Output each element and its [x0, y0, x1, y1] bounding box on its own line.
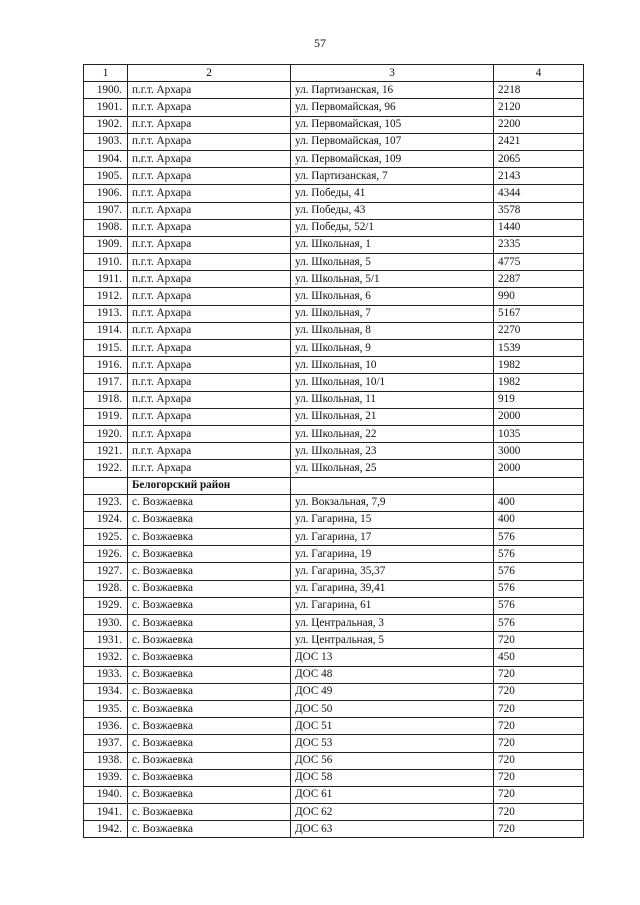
place-cell: с. Возжаевка — [128, 666, 291, 683]
address-cell: ул. Школьная, 10 — [291, 357, 494, 374]
value-cell: 720 — [494, 666, 584, 683]
row-number-cell: 1915. — [84, 340, 128, 357]
row-number-cell: 1908. — [84, 219, 128, 236]
table-row — [84, 374, 584, 391]
row-number-cell: 1941. — [84, 804, 128, 821]
column-header-number: 1 — [84, 65, 128, 82]
place-cell: п.г.т. Архара — [128, 99, 291, 116]
place-cell: п.г.т. Архара — [128, 168, 291, 185]
place-cell: п.г.т. Архара — [128, 443, 291, 460]
place-cell: п.г.т. Архара — [128, 322, 291, 339]
row-number-cell: 1928. — [84, 580, 128, 597]
table-row — [84, 185, 584, 202]
table-row — [84, 271, 584, 288]
table-row — [84, 752, 584, 769]
place-cell: с. Возжаевка — [128, 632, 291, 649]
address-cell: ул. Школьная, 25 — [291, 460, 494, 477]
row-number-cell: 1903. — [84, 133, 128, 150]
value-cell: 2143 — [494, 168, 584, 185]
value-cell — [494, 477, 584, 494]
table-row — [84, 82, 584, 99]
section-row — [84, 477, 584, 494]
table-row — [84, 821, 584, 838]
address-cell: ул. Школьная, 5/1 — [291, 271, 494, 288]
address-cell: ул. Школьная, 9 — [291, 340, 494, 357]
value-cell: 720 — [494, 752, 584, 769]
address-cell: ул. Школьная, 8 — [291, 322, 494, 339]
table-row — [84, 305, 584, 322]
row-number-cell: 1914. — [84, 322, 128, 339]
row-number-cell: 1933. — [84, 666, 128, 683]
value-cell: 720 — [494, 632, 584, 649]
value-cell: 2065 — [494, 150, 584, 167]
address-cell: ул. Партизанская, 7 — [291, 168, 494, 185]
table-row — [84, 391, 584, 408]
place-cell: с. Возжаевка — [128, 752, 291, 769]
place-cell: с. Возжаевка — [128, 580, 291, 597]
table-row — [84, 632, 584, 649]
place-cell: п.г.т. Архара — [128, 374, 291, 391]
place-cell: п.г.т. Архара — [128, 288, 291, 305]
address-cell: ул. Вокзальная, 7,9 — [291, 494, 494, 511]
row-number-cell: 1907. — [84, 202, 128, 219]
table-row — [84, 718, 584, 735]
table-row — [84, 804, 584, 821]
value-cell: 2270 — [494, 322, 584, 339]
row-number-cell: 1912. — [84, 288, 128, 305]
address-cell: ул. Первомайская, 109 — [291, 150, 494, 167]
value-cell: 2200 — [494, 116, 584, 133]
table-row — [84, 408, 584, 425]
address-cell: ДОС 13 — [291, 649, 494, 666]
row-number-cell: 1931. — [84, 632, 128, 649]
row-number-cell: 1936. — [84, 718, 128, 735]
place-cell: с. Возжаевка — [128, 804, 291, 821]
address-cell — [291, 477, 494, 494]
table-row — [84, 597, 584, 614]
address-cell: ул. Гагарина, 15 — [291, 511, 494, 528]
address-cell: ДОС 63 — [291, 821, 494, 838]
table-row — [84, 494, 584, 511]
value-cell: 720 — [494, 821, 584, 838]
place-cell: с. Возжаевка — [128, 597, 291, 614]
address-cell: ул. Школьная, 1 — [291, 236, 494, 253]
address-cell: ул. Первомайская, 105 — [291, 116, 494, 133]
row-number-cell: 1924. — [84, 511, 128, 528]
table-row — [84, 357, 584, 374]
table-row — [84, 168, 584, 185]
value-cell: 720 — [494, 683, 584, 700]
table-header — [84, 65, 584, 82]
place-cell: с. Возжаевка — [128, 615, 291, 632]
address-cell: ул. Школьная, 21 — [291, 408, 494, 425]
table-row — [84, 425, 584, 442]
address-cell: ул. Гагарина, 61 — [291, 597, 494, 614]
table-row — [84, 666, 584, 683]
address-cell: ДОС 62 — [291, 804, 494, 821]
table-row — [84, 150, 584, 167]
place-cell: п.г.т. Архара — [128, 357, 291, 374]
address-cell: ул. Гагарина, 19 — [291, 546, 494, 563]
row-number-cell: 1921. — [84, 443, 128, 460]
table-row — [84, 254, 584, 271]
row-number-cell: 1919. — [84, 408, 128, 425]
table-row — [84, 786, 584, 803]
address-cell: ДОС 61 — [291, 786, 494, 803]
table-row — [84, 322, 584, 339]
place-cell: п.г.т. Архара — [128, 202, 291, 219]
value-cell: 576 — [494, 546, 584, 563]
place-cell: с. Возжаевка — [128, 563, 291, 580]
place-cell: п.г.т. Архара — [128, 425, 291, 442]
row-number-cell: 1901. — [84, 99, 128, 116]
table-row — [84, 219, 584, 236]
value-cell: 2287 — [494, 271, 584, 288]
address-cell: ДОС 50 — [291, 700, 494, 717]
address-cell: ДОС 51 — [291, 718, 494, 735]
address-cell: ул. Победы, 52/1 — [291, 219, 494, 236]
place-cell: с. Возжаевка — [128, 786, 291, 803]
place-cell: с. Возжаевка — [128, 546, 291, 563]
row-number-cell: 1909. — [84, 236, 128, 253]
place-cell: с. Возжаевка — [128, 821, 291, 838]
address-cell: ДОС 58 — [291, 769, 494, 786]
address-cell: ул. Школьная, 5 — [291, 254, 494, 271]
value-cell: 400 — [494, 494, 584, 511]
place-cell: п.г.т. Архара — [128, 391, 291, 408]
row-number-cell: 1906. — [84, 185, 128, 202]
place-cell: с. Возжаевка — [128, 683, 291, 700]
value-cell: 3000 — [494, 443, 584, 460]
value-cell: 2120 — [494, 99, 584, 116]
address-cell: ул. Гагарина, 17 — [291, 529, 494, 546]
row-number-cell: 1934. — [84, 683, 128, 700]
address-cell: ул. Школьная, 7 — [291, 305, 494, 322]
address-cell: ул. Гагарина, 35,37 — [291, 563, 494, 580]
table-row — [84, 236, 584, 253]
address-cell: ул. Школьная, 22 — [291, 425, 494, 442]
address-cell: ул. Школьная, 6 — [291, 288, 494, 305]
value-cell: 1982 — [494, 374, 584, 391]
address-cell: ДОС 48 — [291, 666, 494, 683]
row-number-cell: 1926. — [84, 546, 128, 563]
row-number-cell: 1930. — [84, 615, 128, 632]
row-number-cell: 1925. — [84, 529, 128, 546]
address-cell: ул. Школьная, 11 — [291, 391, 494, 408]
place-cell: с. Возжаевка — [128, 511, 291, 528]
row-number-cell: 1922. — [84, 460, 128, 477]
address-cell: ул. Школьная, 23 — [291, 443, 494, 460]
value-cell: 2335 — [494, 236, 584, 253]
place-cell: п.г.т. Архара — [128, 340, 291, 357]
table-body — [84, 82, 584, 838]
address-cell: ул. Победы, 41 — [291, 185, 494, 202]
table-row — [84, 202, 584, 219]
header-row — [84, 65, 584, 82]
place-cell: с. Возжаевка — [128, 700, 291, 717]
row-number-cell: 1937. — [84, 735, 128, 752]
registry-table — [83, 64, 584, 838]
address-cell: ул. Центральная, 3 — [291, 615, 494, 632]
value-cell: 919 — [494, 391, 584, 408]
address-cell: ДОС 49 — [291, 683, 494, 700]
row-number-cell: 1902. — [84, 116, 128, 133]
place-cell: с. Возжаевка — [128, 735, 291, 752]
value-cell: 1539 — [494, 340, 584, 357]
value-cell: 1440 — [494, 219, 584, 236]
place-cell: п.г.т. Архара — [128, 254, 291, 271]
place-cell: п.г.т. Архара — [128, 271, 291, 288]
row-number-cell: 1932. — [84, 649, 128, 666]
value-cell: 2218 — [494, 82, 584, 99]
value-cell: 1982 — [494, 357, 584, 374]
row-number-cell: 1929. — [84, 597, 128, 614]
address-cell: ул. Школьная, 10/1 — [291, 374, 494, 391]
table-row — [84, 700, 584, 717]
table-row — [84, 563, 584, 580]
address-cell: ул. Первомайская, 96 — [291, 99, 494, 116]
value-cell: 720 — [494, 804, 584, 821]
column-header-address: 3 — [291, 65, 494, 82]
value-cell: 720 — [494, 735, 584, 752]
row-number-cell: 1935. — [84, 700, 128, 717]
address-cell: ул. Партизанская, 16 — [291, 82, 494, 99]
value-cell: 4775 — [494, 254, 584, 271]
value-cell: 2421 — [494, 133, 584, 150]
address-cell: ул. Первомайская, 107 — [291, 133, 494, 150]
table-row — [84, 529, 584, 546]
table-row — [84, 546, 584, 563]
value-cell: 720 — [494, 718, 584, 735]
page-number: 57 — [314, 36, 326, 50]
row-number-cell: 1916. — [84, 357, 128, 374]
row-number-cell: 1911. — [84, 271, 128, 288]
place-cell: п.г.т. Архара — [128, 133, 291, 150]
address-cell: ул. Центральная, 5 — [291, 632, 494, 649]
place-cell: п.г.т. Архара — [128, 408, 291, 425]
value-cell: 720 — [494, 700, 584, 717]
row-number-cell: 1920. — [84, 425, 128, 442]
place-cell: п.г.т. Архара — [128, 460, 291, 477]
place-cell: п.г.т. Архара — [128, 236, 291, 253]
value-cell: 4344 — [494, 185, 584, 202]
table-row — [84, 443, 584, 460]
place-cell: с. Возжаевка — [128, 769, 291, 786]
address-cell: ул. Гагарина, 39,41 — [291, 580, 494, 597]
value-cell: 2000 — [494, 408, 584, 425]
table-row — [84, 288, 584, 305]
table-row — [84, 683, 584, 700]
row-number-cell: 1942. — [84, 821, 128, 838]
place-cell: с. Возжаевка — [128, 718, 291, 735]
place-cell: с. Возжаевка — [128, 649, 291, 666]
table-row — [84, 99, 584, 116]
table-row — [84, 649, 584, 666]
row-number-cell: 1910. — [84, 254, 128, 271]
table-row — [84, 615, 584, 632]
value-cell: 1035 — [494, 425, 584, 442]
value-cell: 450 — [494, 649, 584, 666]
row-number-cell: 1940. — [84, 786, 128, 803]
table-row — [84, 133, 584, 150]
value-cell: 576 — [494, 563, 584, 580]
value-cell: 5167 — [494, 305, 584, 322]
value-cell: 720 — [494, 769, 584, 786]
row-number-cell: 1923. — [84, 494, 128, 511]
row-number-cell: 1905. — [84, 168, 128, 185]
value-cell: 990 — [494, 288, 584, 305]
row-number-cell: 1917. — [84, 374, 128, 391]
table-row — [84, 340, 584, 357]
value-cell: 720 — [494, 786, 584, 803]
value-cell: 576 — [494, 615, 584, 632]
address-cell: ДОС 56 — [291, 752, 494, 769]
section-title: Белогорский район — [128, 477, 291, 494]
place-cell: п.г.т. Архара — [128, 305, 291, 322]
address-cell: ул. Победы, 43 — [291, 202, 494, 219]
place-cell: п.г.т. Архара — [128, 219, 291, 236]
row-number-cell — [84, 477, 128, 494]
value-cell: 576 — [494, 580, 584, 597]
table-row — [84, 116, 584, 133]
row-number-cell: 1939. — [84, 769, 128, 786]
value-cell: 576 — [494, 597, 584, 614]
place-cell: п.г.т. Архара — [128, 82, 291, 99]
place-cell: п.г.т. Архара — [128, 185, 291, 202]
table-row — [84, 735, 584, 752]
row-number-cell: 1918. — [84, 391, 128, 408]
row-number-cell: 1913. — [84, 305, 128, 322]
place-cell: с. Возжаевка — [128, 494, 291, 511]
value-cell: 576 — [494, 529, 584, 546]
column-header-place: 2 — [128, 65, 291, 82]
column-header-value: 4 — [494, 65, 584, 82]
table-row — [84, 460, 584, 477]
place-cell: с. Возжаевка — [128, 529, 291, 546]
row-number-cell: 1904. — [84, 150, 128, 167]
table-row — [84, 580, 584, 597]
table-row — [84, 769, 584, 786]
table-row — [84, 511, 584, 528]
place-cell: п.г.т. Архара — [128, 116, 291, 133]
value-cell: 2000 — [494, 460, 584, 477]
address-cell: ДОС 53 — [291, 735, 494, 752]
value-cell: 400 — [494, 511, 584, 528]
value-cell: 3578 — [494, 202, 584, 219]
place-cell: п.г.т. Архара — [128, 150, 291, 167]
row-number-cell: 1927. — [84, 563, 128, 580]
row-number-cell: 1938. — [84, 752, 128, 769]
row-number-cell: 1900. — [84, 82, 128, 99]
